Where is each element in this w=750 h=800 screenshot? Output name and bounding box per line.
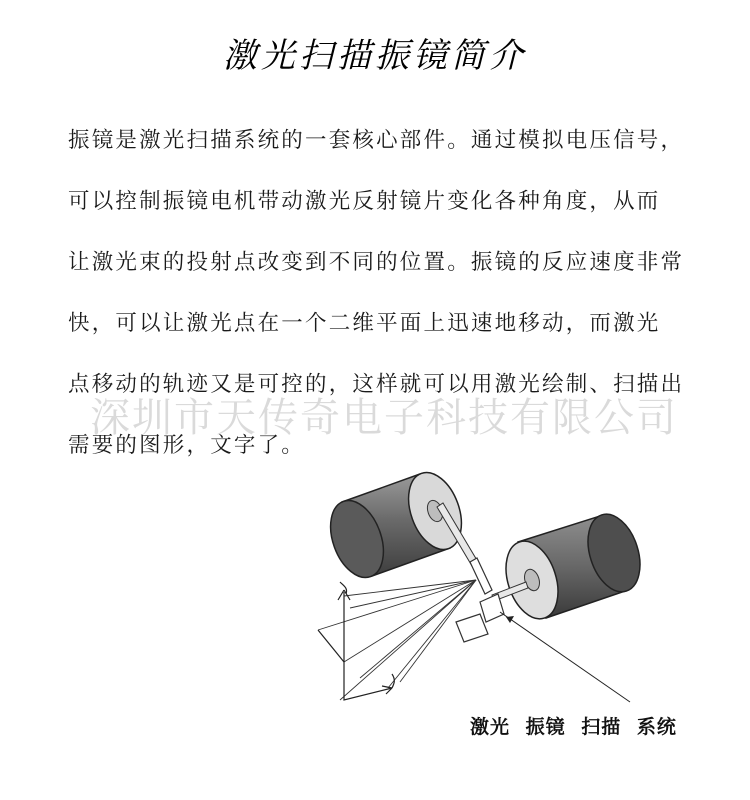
paragraph-line: 快，可以让激光点在一个二维平面上迅速地移动，而激光 xyxy=(68,311,661,336)
incoming-laser-beam xyxy=(500,612,630,702)
paragraph-line: 需要的图形，文字了。 xyxy=(68,433,306,458)
x-axis-motor xyxy=(321,465,492,594)
figure-caption: 激光 振镜 扫描 系统 xyxy=(470,716,677,738)
paragraph-line: 让激光束的投射点改变到不同的位置。振镜的反应速度非常 xyxy=(68,250,685,275)
page-title: 激光扫描振镜简介 xyxy=(223,36,527,76)
paragraph-line: 振镜是激光扫描系统的一套核心部件。通过模拟电压信号， xyxy=(68,128,685,153)
scan-beam-fan xyxy=(318,580,476,700)
mirror-mount xyxy=(456,614,488,642)
y-axis-motor xyxy=(480,508,649,626)
company-watermark: 深圳市天传奇电子科技有限公司 xyxy=(90,395,678,441)
paragraph-line: 点移动的轨迹又是可控的，这样就可以用激光绘制、扫描出 xyxy=(68,372,685,397)
galvo-scanner-diagram xyxy=(300,462,740,712)
paragraph-line: 可以控制振镜电机带动激光反射镜片变化各种角度，从而 xyxy=(68,189,661,214)
scan-field-outline xyxy=(318,582,394,700)
